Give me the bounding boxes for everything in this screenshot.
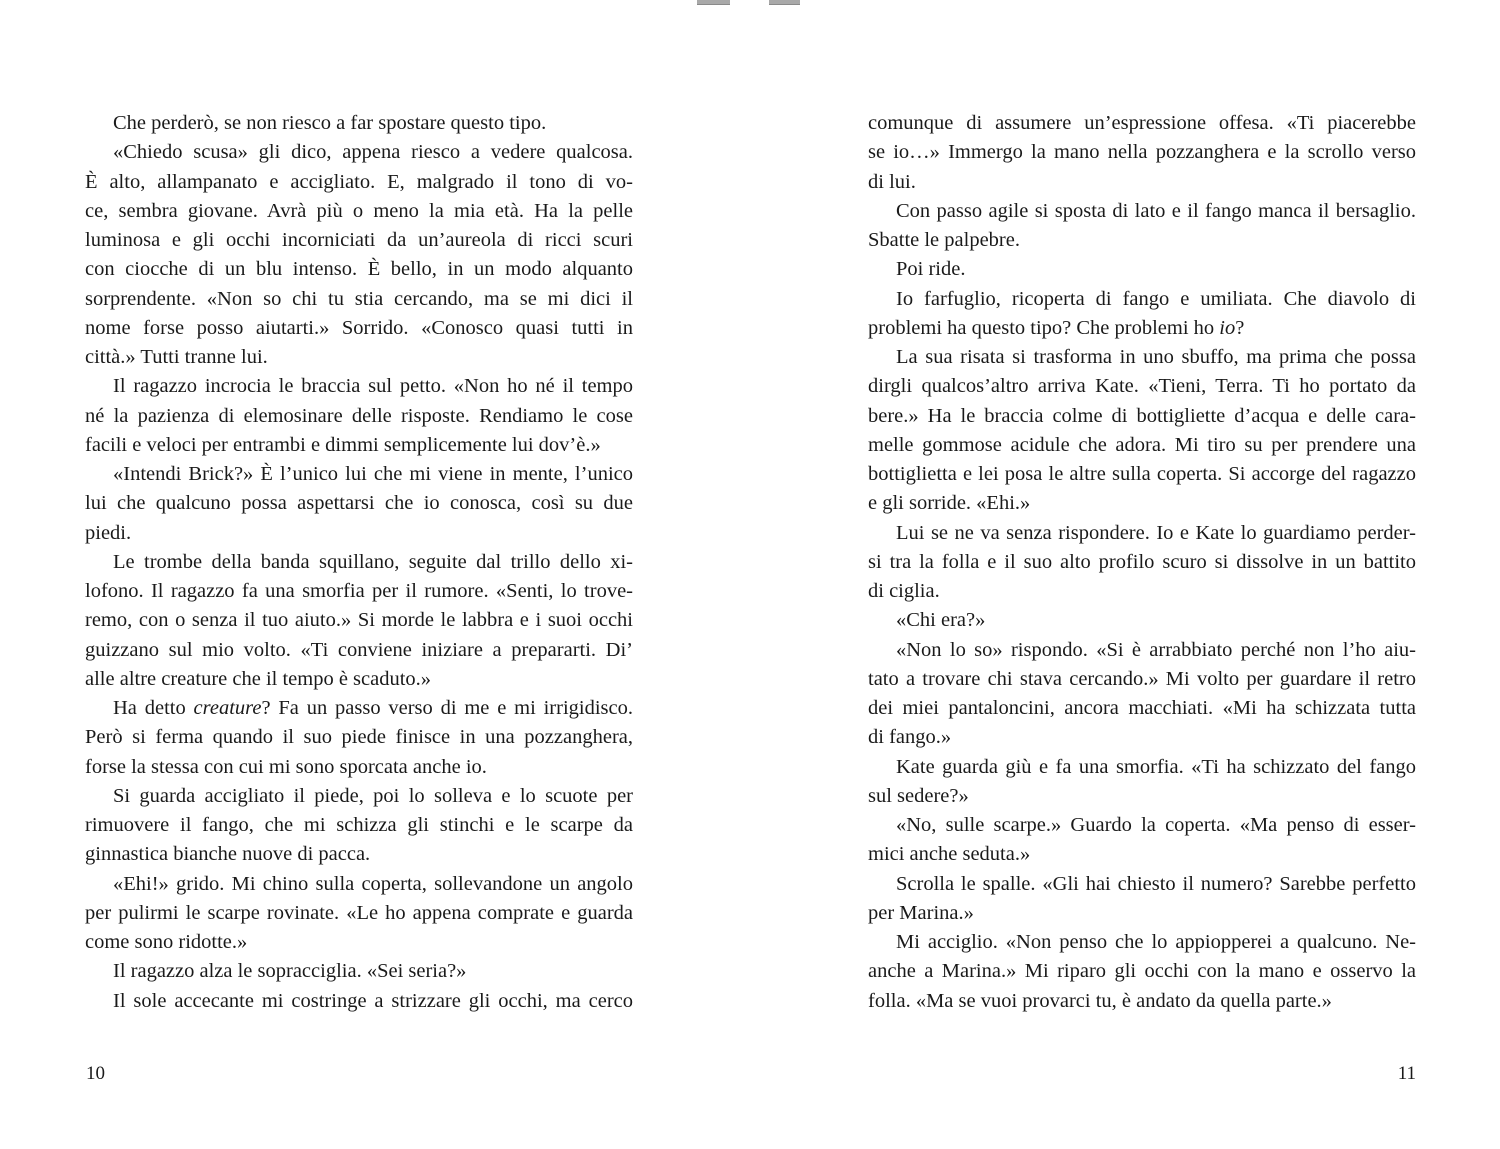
text-line: dirgli qualcos’altro arriva Kate. «Tieni, Terra. Ti ho portato da	[868, 375, 1416, 398]
text-line: La sua risata si trasforma in uno sbuffo, ma prima che possa	[896, 346, 1416, 368]
text-line: comunque di assumere un’espressione offesa. «Ti piacerebbe	[868, 112, 1416, 134]
text-line: Lui se ne va senza rispondere. Io e Kate lo guardiamo perder-	[896, 521, 1416, 544]
text-line: Il ragazzo alza le sopracciglia. «Sei seria?»	[113, 960, 467, 983]
text-line: ce, sembra giovane. Avrà più o meno la mia età. Ha la pelle	[85, 199, 633, 222]
text-line: dei miei pantaloncini, ancora macchiati. «Mi ha schizzata tutta	[868, 697, 1416, 719]
text-line: Con passo agile si sposta di lato e il fango manca il bersaglio.	[896, 199, 1416, 222]
text-line: folla. «Ma se vuoi provarci tu, è andato da quella parte.»	[868, 989, 1332, 1012]
text-line: «Non lo so» rispondo. «Si è arrabbiato perché non l’ho aiu-	[896, 638, 1416, 661]
text-line: Il sole accecante mi costringe a strizzare gli occhi, ma cerco	[113, 989, 633, 1012]
text-line: per pulirmi le scarpe rovinate. «Le ho appena comprate e guarda	[85, 901, 633, 924]
page-edge-mark-right	[769, 0, 800, 5]
text-line: sorprendente. «Non so chi tu stia cercando, ma se mi dici il	[85, 287, 633, 310]
text-line: Poi ride.	[896, 258, 966, 281]
text-line: mici anche seduta.»	[868, 843, 1031, 866]
text-line: Kate guarda giù e fa una smorfia. «Ti ha schizzato del fango	[896, 755, 1416, 778]
text-line: città.» Tutti tranne lui.	[85, 346, 268, 368]
page-edge-mark-left	[697, 0, 730, 5]
text-line: melle gommose acidule che adora. Mi tiro su per prendere una	[868, 433, 1416, 456]
text-line: facili e veloci per entrambi e dimmi semplicemente lui dov’è.»	[85, 433, 601, 456]
text-line: «Intendi Brick?» È l’unico lui che mi viene in mente, l’unico	[113, 463, 633, 485]
page-left-text	[85, 109, 633, 1016]
text-line: tato a trovare chi stava cercando.» Mi volto per guardare il retro	[868, 667, 1416, 690]
text-line: ginnastica bianche nuove di pacca.	[85, 843, 371, 866]
text-line: si tra la folla e il suo alto profilo scuro si dissolve in un battito	[868, 550, 1416, 573]
text-line: Mi acciglio. «Non penso che lo appiopperei a qualcuno. Ne-	[896, 931, 1416, 953]
text-line: per Marina.»	[868, 901, 974, 924]
text-line: Si guarda accigliato il piede, poi lo solleva e lo scuote per	[113, 784, 633, 807]
text-line: con ciocche di un blu intenso. È bello, in un modo alquanto	[85, 258, 633, 281]
text-line: piedi.	[85, 521, 132, 544]
page-number-right: 11	[1397, 1063, 1416, 1084]
text-line: luminosa e gli occhi incorniciati da un’aureola di ricci scuri	[85, 229, 633, 251]
text-line: «No, sulle scarpe.» Guardo la coperta. «Ma penso di esser-	[896, 814, 1416, 836]
text-line: come sono ridotte.»	[85, 931, 248, 953]
text-line: Ha detto creature? Fa un passo verso di me e mi irrigidisco.	[113, 697, 633, 719]
text-line: rimuovere il fango, che mi schizza gli stinchi e le scarpe da	[85, 814, 633, 836]
text-line: Io farfuglio, ricoperta di fango e umiliata. Che diavolo di	[896, 287, 1416, 310]
text-line: e gli sorride. «Ehi.»	[868, 492, 1031, 515]
text-line: problemi ha questo tipo? Che problemi ho io?	[868, 316, 1245, 339]
text-line: È alto, allampanato e accigliato. E, malgrado il tono di vo-	[85, 170, 633, 193]
text-line: lofono. Il ragazzo fa una smorfia per il rumore. «Senti, lo trove-	[85, 580, 633, 602]
text-line: «Ehi!» grido. Mi chino sulla coperta, sollevandone un angolo	[113, 872, 633, 895]
text-line: Il ragazzo incrocia le braccia sul petto. «Non ho né il tempo	[113, 375, 633, 398]
text-line: Le trombe della banda squillano, seguite dal trillo dello xi-	[113, 550, 633, 573]
text-line: di lui.	[868, 170, 916, 193]
text-line: Però si ferma quando il suo piede finisce in una pozzanghera,	[85, 726, 633, 749]
text-line: Scrolla le spalle. «Gli hai chiesto il numero? Sarebbe perfetto	[896, 872, 1416, 895]
text-line: nome forse posso aiutarti.» Sorrido. «Conosco quasi tutti in	[85, 316, 633, 339]
text-line: lui che qualcuno possa aspettarsi che io conosca, così su due	[85, 492, 633, 515]
text-line: sul sedere?»	[868, 784, 969, 807]
page-number-left: 10	[86, 1063, 105, 1084]
text-line: anche a Marina.» Mi riparo gli occhi con la mano e osservo la	[868, 960, 1416, 983]
text-line: forse la stessa con cui mi sono sporcata anche io.	[85, 755, 487, 778]
text-line: bottiglietta e lei posa le altre sulla coperta. Si accorge del ragazzo	[868, 463, 1416, 485]
text-line: alle altre creature che il tempo è scaduto.»	[85, 667, 432, 690]
text-line: remo, con o senza il tuo aiuto.» Si morde le labbra e i suoi occhi	[85, 609, 633, 632]
text-line: «Chi era?»	[896, 609, 986, 632]
text-line: guizzano sul mio volto. «Ti conviene iniziare a prepararti. Di’	[85, 638, 633, 661]
text-line: se io…» Immergo la mano nella pozzanghera e la scrollo verso	[868, 141, 1416, 164]
text-line: di ciglia.	[868, 580, 940, 602]
text-line: di fango.»	[868, 726, 952, 749]
text-line: «Chiedo scusa» gli dico, appena riesco a vedere qualcosa.	[113, 141, 633, 164]
text-line: Che perderò, se non riesco a far spostare questo tipo.	[113, 112, 547, 134]
text-line: bere.» Ha le braccia colme di bottigliette d’acqua e delle cara-	[868, 404, 1416, 427]
page-right-text	[868, 109, 1416, 1016]
text-line: né la pazienza di elemosinare delle risposte. Rendiamo le cose	[85, 404, 633, 427]
text-line: Sbatte le palpebre.	[868, 229, 1020, 251]
